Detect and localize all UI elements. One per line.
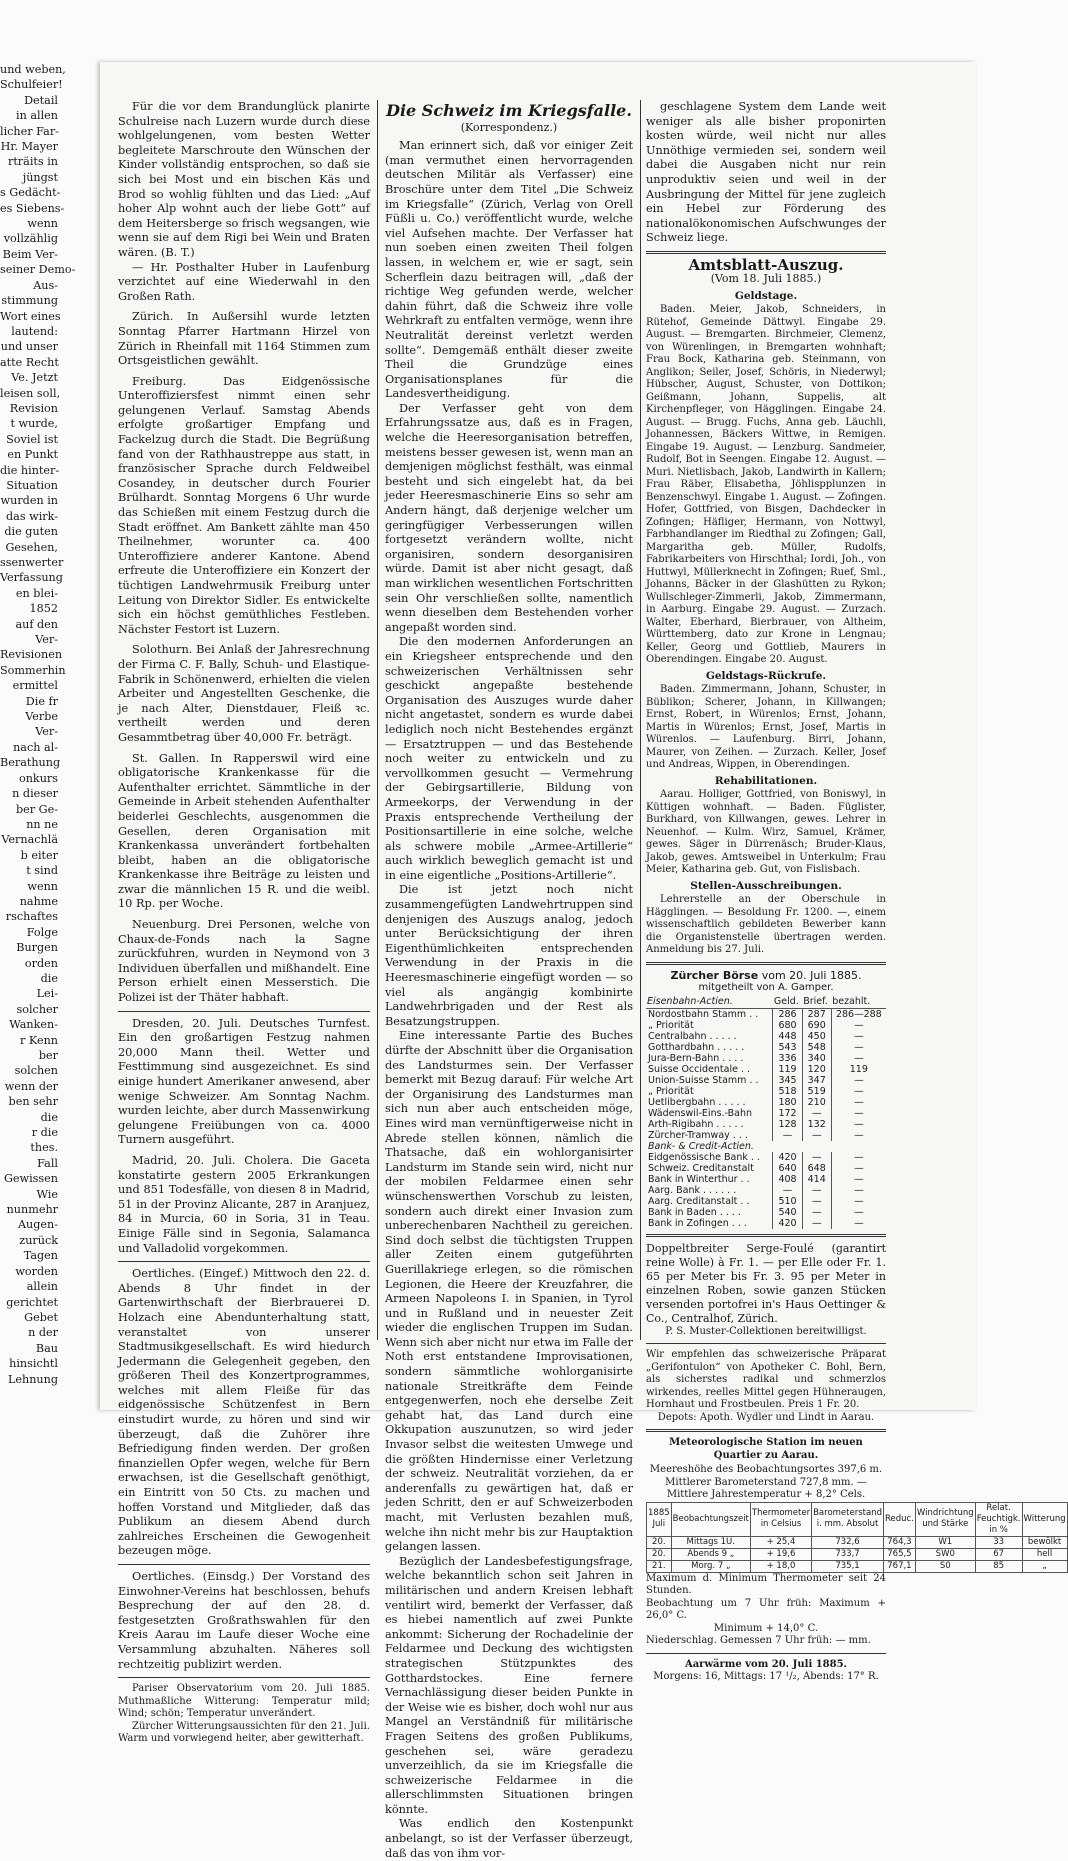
divider <box>118 1011 370 1012</box>
edge-text-line: thes. <box>30 1141 58 1155</box>
divider <box>118 1677 370 1678</box>
borse-by: mitgetheilt von A. Gamper. <box>698 982 834 994</box>
table-cell: — <box>802 1130 831 1141</box>
edge-text-line: Augen- <box>17 1218 58 1232</box>
table-cell: 420 <box>773 1218 802 1229</box>
left-page-edge <box>0 62 76 1410</box>
table-cell: — <box>831 1218 886 1229</box>
table-cell: 548 <box>802 1042 831 1053</box>
table-section-row <box>646 1141 886 1152</box>
edge-text-line: Vernachlä <box>1 833 58 847</box>
divider <box>646 1343 886 1344</box>
table-row <box>646 1196 886 1207</box>
article-paragraph: Bezüglich der Landesbefestigungsfrage, welche bekanntlich schon seit Jahren in militärischen und andern Kreisen lebhaft ventilirt wird, bemerkt der Verfasser, daß es hiebei namentlich auf zwei Punkte ankommt: Sicherung der Rochadelinie der Feldarmee und Deckung des wichtigsten strategischen Stützpunktes des Gotthardstockes. Eine fernere Vernachlässigung dieser beiden Punkte in der Weise wie es bisher, doch wohl nur aus Mangel an Verständniß für militärische Fragen Seitens des großen Publikums, geschehen sei, wäre geradezu unverzeihlich, da sie im Kriegsfalle die schweizerische Feldarmee in die allerschlimmsten Situationen bringen könnte. <box>385 1554 633 1816</box>
edge-text-line: Beim Ver- <box>2 247 58 261</box>
table-cell: — <box>831 1086 886 1097</box>
table-cell: 765,5 <box>883 1548 915 1560</box>
edge-text-line: ben sehr <box>8 1095 58 1109</box>
borse-column-header: Brief. <box>802 995 831 1009</box>
table-row <box>647 1536 1068 1548</box>
table-cell: 85 <box>975 1560 1022 1572</box>
table-cell: 286—288 <box>831 1008 886 1020</box>
table-cell: — <box>802 1196 831 1207</box>
table-cell: 286 <box>773 1008 802 1020</box>
table-cell: „ <box>1022 1560 1067 1572</box>
edge-text-line: die <box>40 1110 58 1124</box>
met-column-header: Beobachtungszeit <box>671 1502 750 1536</box>
edge-text-line: Revisionen <box>0 648 63 662</box>
article-madrid: Madrid, 20. Juli. Cholera. Die Gaceta konstatirte gestern 2005 Erkrankungen und 851 Todesfälle, von diesen 8 in Madrid, 51 in der Provinz Alicante, 287 in Aranjuez, 84 in Murcia, 60 in Soria, 31 in Teau. Einige Fälle sind in Segonia, Salamanca und Valladolid vorgekommen. <box>118 1153 370 1255</box>
table-cell: Aarg. Bank . . . . . . <box>648 1184 737 1196</box>
column-1 <box>118 100 370 1745</box>
article-paragraph: Eine interessante Partie des Buches dürfte der Abschnitt über die Organisation des Landsturmes sein. Der Verfasser bemerkt mit Bezug darauf: Für welche Art der Organisirung des Landsturmes man sich nun aber auch entscheiden möge, Eines wird man vernünftigerweise nicht in Abrede stellen können, nämlich die Thatsache, daß ein wohlorganisirter Landsturm im Stande sein wird, nicht nur der mobilen Feldarmee einen sehr wünschenswerthen Vorschub zu leisten, sondern auch direkt einer Invasion zum unberechenbaren Nachtheil zu gereichen. Sind doch selbst die tüchtigsten Truppen aller Zeiten einem gutgeführten Guerillakriege erlegen, so die römischen Legionen, die Heere der Kreuzfahrer, die Armeen Napoleons I. in Spanien, in Tyrol und in Rußland und in neuester Zeit wieder die englischen Truppen im Sudan. Wenn sich aber nicht nur etwa im Falle der Noth erst entstandene Improvisationen, sondern sämmtliche wohlorganisirte nationale Streitkräfte dem Feinde entgegenwerfen, noch ehe derselbe Zeit gehabt hat, das Land durch eine Okkupation auszunutzen, so wird jeder Invasor selbst die weitesten Umwege und die größten Hindernisse einer Verletzung der schweiz. Neutralität vorziehen, da er anderenfalls zu gewärtigen hat, daß er jeden Schritt, den er auf Schweizerboden macht, mit Verlusten bezahlen muß, welche ihn nicht mehr bis zur Hauptaktion gelangen lassen. <box>385 1029 633 1554</box>
edge-text-line: nahme <box>19 894 58 908</box>
table-row <box>647 1548 1068 1560</box>
table-cell: Aarg. Creditanstalt . . <box>648 1195 750 1207</box>
table-cell: 119 <box>773 1064 802 1075</box>
article-schulreise: Für die vor dem Brandunglück planirte Schulreise nach Luzern wurde durch diese wohlgelungenen, vom besten Wetter begleitete Marschroute den Wünschen der Kinder vollständig entsprochen, so daß sie sich bei Most und ein bischen Käs und Brod so wohlig fühlten und das Lied: „Auf hoher Alp wohnt auch der liebe Gott“ auf dem Heitersberge so frisch wegsangen, wie wenn sie auf dem Rigi bei Wein und Braten wären. (B. T.) <box>118 100 370 259</box>
edge-text-line: jüngst <box>22 170 58 184</box>
edge-text-line: Verbe <box>25 710 58 724</box>
article-title: Die Schweiz im Kriegsfalle. <box>386 101 632 120</box>
met-column-header: Relat. Feuchtigk. in % <box>976 1502 1021 1535</box>
table-cell: 518 <box>773 1086 802 1097</box>
ad-gerifontulon <box>646 1349 886 1424</box>
edge-text-line: solcher <box>16 1002 58 1016</box>
met-foot: Minimum + 14,0° C. <box>713 1622 819 1634</box>
table-cell: 180 <box>773 1097 802 1108</box>
table-cell: — <box>773 1185 802 1196</box>
edge-text-line: atte Recht <box>0 355 59 369</box>
table-cell: 345 <box>773 1075 802 1086</box>
table-cell: Eidgenössische Bank . . <box>648 1151 760 1163</box>
table-row <box>646 1174 886 1185</box>
met-column-header: Witterung <box>1022 1502 1067 1536</box>
article-continuation: geschlagene System dem Lande weit weniger als alle bisher proponirten kosten würde, weil nicht nur alles Unnöthige vermieden sei, sondern weil dabei die Ausgaben nicht nur rein unproduktiv seien und weil in der Ausbringung der Mittel für jene zugleich ein Hebel zur Förderung des nationalökonomischen Aufschwunges der Schweiz liege. <box>646 100 886 245</box>
table-cell: + 18,0 <box>750 1560 811 1572</box>
article-paragraph: Die ist jetzt noch nicht zusammengefügten Landwehrtruppen sind denjenigen des Auszugs analog, jedoch unter Berücksichtigung der ihren Eigenthümlichkeiten entsprechenden Verwendung in der Praxis in die Heeresmaschinerie eingefügt worden — so viel als angängig kombinirte Landwehrbrigaden und der Rest als Besatzungstruppen. <box>385 883 633 1028</box>
column-2 <box>385 100 633 1860</box>
divider <box>646 962 886 965</box>
table-cell: 287 <box>802 1008 831 1020</box>
article-zuerich: Zürich. In Außersihl wurde letzten Sonntag Pfarrer Hartmann Hirzel von Zürich in Rheinfall mit 1164 Stimmen zum Ortsgeistlichen gewählt. <box>118 310 370 368</box>
table-cell: 543 <box>773 1042 802 1053</box>
table-cell: Mittags 1U. <box>671 1536 750 1548</box>
table-cell: Bank in Winterthur . . <box>648 1173 750 1185</box>
section-heading: Rehabilitationen. <box>714 774 818 787</box>
table-cell: Gotthardbahn . . . . . <box>648 1041 745 1053</box>
table-cell: 420 <box>773 1152 802 1163</box>
edge-text-line: nn ne <box>26 817 58 831</box>
edge-text-line: Schulfeier! <box>0 78 63 92</box>
table-row <box>646 1097 886 1108</box>
table-row <box>646 1218 886 1229</box>
met-column-header: Reduc. <box>883 1502 915 1536</box>
edge-text-line: Detail <box>24 93 58 107</box>
table-cell: — <box>831 1174 886 1185</box>
edge-text-line: und unser <box>0 340 58 354</box>
table-row <box>646 1086 886 1097</box>
edge-text-line: r die <box>31 1126 58 1140</box>
article-oertliches-2: Oertliches. (Einsdg.) Der Vorstand des Einwohner-Vereins hat beschlossen, behufs Besprechung der auf den 28. d. festgesetzten Großrathswahlen für den Kreis Aarau im Laufe dieser Woche eine Versammlung abzuhalten. Näheres soll rechtzeitig publizirt werden. <box>118 1570 370 1671</box>
table-cell: Wädenswil-Eins.-Bahn <box>648 1107 753 1119</box>
edge-text-line: Soviel ist <box>6 432 58 446</box>
table-cell: Morg. 7 „ <box>671 1560 750 1572</box>
aar-title: Aarwärme vom 20. Juli 1885. <box>684 1658 848 1670</box>
table-cell: 414 <box>802 1174 831 1185</box>
edge-text-line: t sind <box>26 864 58 878</box>
rueckrufe-text: Baden. Zimmermann, Johann, Schuster, in Büblikon; Scherer, Johann, in Killwangen; Ernst, Robert, in Würenlos; Ernst, Johann, Martis in Würenlos; Ernst, Josef, Martis in Würenlos. — Laufenburg. Birri, Johann, Maurer, von Zeihen. — Zurzach. Keller, Josef und Andreas, Wippen, in Oberendingen. <box>646 684 886 771</box>
edge-text-line: allein <box>26 1280 58 1294</box>
borse-table <box>646 995 886 1229</box>
met-column-header: Barometerstand i. mm. Absolut <box>812 1502 884 1536</box>
table-row <box>646 1020 886 1031</box>
edge-text-line: die hinter- <box>0 463 60 477</box>
article-st-gallen: St. Gallen. In Rapperswil wird eine obligatorische Krankenkasse für die Aufenthalter errichtet. Sämmtliche in der Gemeinde in Arbeit stehenden Aufenthalter beiderlei Geschlechts, ausgenommen die Gesellen, deren Organisation mit Krankenkassa unverändert fortbehalten bleibt, haben an die obligatorische Krankenkasse ihre Beiträge zu leisten und zwar die männlichen 15 R. und die weibl. 10 Rp. per Woche. <box>118 751 370 911</box>
column-rule <box>377 100 378 1340</box>
met-line: Meereshöhe des Beobachtungsortes 397,6 m. <box>649 1464 883 1476</box>
ad-serge-foule <box>646 1242 886 1339</box>
article-paragraph: Die den modernen Anforderungen an ein Kriegsheer entsprechende und den schweizerischen Verhältnissen sehr geschickt angepaßte bestehende Organisation des Auszuges wurde daher nicht angetastet, sondern es wurde dabei lediglich noch nicht Bestehendes ergänzt — Ersatztruppen — und das Bestehende noch weiter zu entwickeln und zu vervollkommen gesucht — Vermehrung der Gebirgsartillerie, Bildung von Armeekorps, der Verwendung in der Praxis entsprechende Vertheilung der Positionsartillerie in eine solche, welche als schwere mobile „Armee-Artillerie“ auch wirklich beweglich gemacht ist und in eine eigentliche „Positions-Artillerie“. <box>385 635 633 882</box>
table-cell: Suisse Occidentale . . <box>648 1063 751 1075</box>
table-cell: 448 <box>773 1031 802 1042</box>
divider <box>646 1653 886 1654</box>
edge-text-line: s Gedächt- <box>0 186 61 200</box>
table-cell: 119 <box>831 1064 886 1075</box>
table-cell: — <box>802 1108 831 1119</box>
edge-text-line: nach al- <box>13 740 58 754</box>
edge-text-line: es Siebens- <box>0 201 65 215</box>
table-cell: — <box>831 1207 886 1218</box>
article-oertliches-1: Oertliches. (Eingef.) Mittwoch den 22. d. Abends 8 Uhr findet in der Gartenwirthschaft der Bierbrauerei D. Holzach eine Abendunterhaltung statt, veranstaltet von unserer Stadtmusikgesellschaft. Es wird hiedurch Jedermann die Gelegenheit gegeben, den größeren Theil des Konzertprogrammes, welches mit allem Fleiße für das eidgenössische Schützenfest in Bern einstudirt wurde, zu hören und sind wir überzeugt, daß die Zuhörer ihre Befriedigung finden werden. Der großen finanziellen Opfer wegen, welche für Bern erwachsen, ist die Gesellschaft genöthigt, ein Eintritt von 50 Cts. zu machen und hoffen Vorstand und Mitglieder, daß das Publikum an diesem Abend durch zahlreiches Erscheinen die Gewogenheit bezeugen möge. <box>118 1267 370 1558</box>
edge-text-line: onkurs <box>18 771 58 785</box>
met-table <box>646 1502 1068 1573</box>
amtsblatt-title: Amtsblatt-Auszug. <box>688 255 844 274</box>
table-cell: — <box>831 1053 886 1064</box>
table-row <box>646 1185 886 1196</box>
article-paragraph: Der Verfasser geht von dem Erfahrungssatze aus, daß es in Fragen, welche die Heeresorganisation betreffen, meistens besser gewesen ist, wenn man an demjenigen möglichst festhält, was einmal besteht und sich eingelebt hat, da bei jeder Heeresmaschinerie Eins so sehr am Andern hängt, daß derjenige welcher um geringfügiger Verbesserungen willen fortgesetzt verändern wollte, nicht organisiren, sondern desorganisiren würde. Damit ist aber nicht gesagt, daß man wirklichen wesentlichen Fortschritten sein Ohr verschließen sollte, namentlich wenn dieselben dem Bestehenden vorher angepaßt worden sind. <box>385 401 633 634</box>
edge-text-line: stimmung <box>1 294 58 308</box>
table-cell: — <box>802 1185 831 1196</box>
divider <box>646 1234 886 1237</box>
edge-text-line: Berathung <box>0 756 61 770</box>
met-line: Mittlerer Barometerstand 727,8 mm. —Mittlere Jahrestemperatur + 8,2° Cels. <box>665 1476 867 1501</box>
borse-title: Zürcher Börse <box>670 968 759 982</box>
table-cell: 21. <box>647 1560 672 1572</box>
table-cell: — <box>831 1119 886 1130</box>
table-row <box>646 1075 886 1086</box>
aar-line: Morgens: 16, Mittags: 17 ¹/₂, Abends: 17° R. <box>653 1671 879 1683</box>
table-cell: 690 <box>802 1020 831 1031</box>
table-cell: SW0 <box>915 1548 975 1560</box>
edge-text-line: nunmehr <box>6 1203 58 1217</box>
met-foot: Niederschlag. Gemessen 7 Uhr früh: — mm. <box>646 1635 871 1647</box>
edge-text-line: Wort eines <box>0 309 61 323</box>
edge-text-line: Gesehen, <box>5 540 58 554</box>
edge-text-line: auf den <box>15 617 58 631</box>
divider <box>118 1261 370 1262</box>
met-foot: Beobachtung um 7 Uhr früh: Maximum + 26,0° C. <box>646 1597 886 1622</box>
met-column-header: Thermometer in Celsius <box>750 1502 811 1536</box>
table-cell: Union-Suisse Stamm . . <box>648 1074 759 1086</box>
edge-text-line: rschaftes <box>5 910 58 924</box>
table-cell: — <box>831 1075 886 1086</box>
table-row <box>646 1053 886 1064</box>
table-cell: 732,6 <box>812 1536 884 1548</box>
edge-text-line: Revision <box>9 401 58 415</box>
edge-text-line: Bau <box>35 1341 58 1355</box>
weather-zuerich: Zürcher Witterungsaussichten für den 21. Juli. Warm und vorwiegend heiter, aber gewitterhaft. <box>118 1720 370 1745</box>
table-cell: — <box>802 1207 831 1218</box>
table-row <box>646 1119 886 1130</box>
article-freiburg: Freiburg. Das Eidgenössische Unteroffiziersfest nimmt einen sehr gelungenen Verlauf. Samstag Abends erfolgte großartiger Empfang und Fackelzug durch die Stadt. Die Begrüßung fand von der Rathhaustreppe aus statt, in französischer Sprache durch Feldweibel Cosandey, in deutscher durch Fourier Brülhardt. Sonntag Morgens 6 Uhr wurde das Schießen mit einem Festzug durch die Stadt eröffnet. Am Bankett zählte man 450 Theilnehmer, worunter ca. 400 Unteroffiziere anderer Kantone. Abend erfreute die Unteroffiziere ein Konzert der tüchtigen Landwehrmusik Freiburg unter Leitung von Direktor Sidler. Es entwickelte sich ein höchst gemüthliches Festleben. Nächster Festort ist Luzern. <box>118 374 370 636</box>
section-heading: Geldstags-Rückrufe. <box>705 669 827 682</box>
table-cell: Bank in Baden . . . . <box>648 1206 741 1218</box>
rehabilitationen-text: Aarau. Holliger, Gottfried, von Boniswyl, in Küttigen wohnhaft. — Baden. Füglister, Burkhard, von Killwangen, gewes. Lehrer in Neuenhof. — Kulm. Wirz, Samuel, Krämer, gewes. Säger in Dürrenäsch; Bruder-Klaus, Jakob, gewes. Amtsweibel in Unterkulm; Frau Meier, Katharina geb. Gut, von Fislisbach. <box>646 789 886 876</box>
edge-text-line: t wurde, <box>10 417 58 431</box>
section-heading: Stellen-Ausschreibungen. <box>690 879 842 892</box>
article-posthalter: — Hr. Posthalter Huber in Laufenburg verzichtet auf eine Wiederwahl in den Großen Rath. <box>118 260 370 303</box>
table-cell: — <box>831 1163 886 1174</box>
ad-depot: Depots: Apoth. Wydler und Lindt in Aarau. <box>657 1411 875 1423</box>
amtsblatt-date: (Vom 18. Juli 1885.) <box>710 272 822 286</box>
edge-text-line: ermittel <box>12 679 58 693</box>
edge-text-line: wurden in <box>0 494 58 508</box>
section-heading: Geldstage. <box>734 289 798 302</box>
table-cell: — <box>831 1042 886 1053</box>
edge-text-line: zurück <box>19 1233 58 1247</box>
ad-ps: P. S. Muster-Collektionen bereitwilligst. <box>665 1325 867 1337</box>
column-3 <box>646 100 1066 1683</box>
divider <box>118 1564 370 1565</box>
borse-column-header: Eisenbahn-Actien. <box>646 995 773 1009</box>
table-row <box>646 1108 886 1119</box>
divider <box>646 1429 886 1432</box>
column-rule <box>640 100 641 1340</box>
edge-text-line: hinsichtl <box>9 1357 58 1371</box>
edge-text-line: orden <box>24 956 58 970</box>
borse-column-header: Geld. <box>773 995 802 1009</box>
table-row <box>646 1163 886 1174</box>
table-cell: 648 <box>802 1163 831 1174</box>
edge-text-line: das wirk- <box>6 509 58 523</box>
table-cell: 767,1 <box>883 1560 915 1572</box>
table-row <box>646 1152 886 1163</box>
table-row <box>647 1560 1068 1572</box>
table-cell: — <box>831 1196 886 1207</box>
table-cell: Schweiz. Creditanstalt <box>648 1162 754 1174</box>
edge-text-line: lautend: <box>11 324 58 338</box>
edge-text-line: en blei- <box>15 586 58 600</box>
edge-text-line: 1852 <box>29 602 58 616</box>
table-cell: hell <box>1022 1548 1067 1560</box>
table-cell: Jura-Bern-Bahn . . . . <box>648 1052 744 1064</box>
table-cell: „ Priorität <box>648 1085 694 1097</box>
weather-paris: Pariser Observatorium vom 20. Juli 1885. Muthmaßliche Witterung: Temperatur mild; Wind; schön; Temperatur unverändert. <box>118 1683 370 1720</box>
edge-text-line: Die fr <box>25 694 58 708</box>
edge-text-line: Lehnung <box>7 1372 58 1386</box>
table-cell: 733,7 <box>812 1548 884 1560</box>
edge-text-line: b eiter <box>20 848 58 862</box>
table-cell: — <box>831 1185 886 1196</box>
article-dresden: Dresden, 20. Juli. Deutsches Turnfest. Ein den großartigen Festzug nahmen 20,000 Mann theil. Wetter und Festtimmung sind ausgezeichnet. Es sind einige hundert Amerikaner anwesend, aber wenige Schweizer. Am Sonntag Nachm. wurden leichte, aber durch Massenwirkung gelungene Freiübungen von ca. 4000 Turnern ausgeführt. <box>118 1016 370 1147</box>
table-cell: 20. <box>647 1536 672 1548</box>
met-foot: Maximum d. Minimum Thermometer seit 24 Stunden. <box>646 1572 886 1597</box>
table-cell: 347 <box>802 1075 831 1086</box>
edge-text-line: gerichtet <box>6 1295 58 1309</box>
table-cell: — <box>831 1108 886 1119</box>
table-cell: „ Priorität <box>648 1019 694 1031</box>
edge-text-line: en Punkt <box>7 448 58 462</box>
table-row <box>646 1064 886 1075</box>
met-column-header: 1885 Juli <box>647 1502 672 1536</box>
table-cell: 764,3 <box>883 1536 915 1548</box>
edge-text-line: ber <box>38 1049 58 1062</box>
table-cell: 132 <box>802 1119 831 1130</box>
edge-text-line: r Kenn <box>20 1033 58 1047</box>
edge-text-line: Ver- <box>35 725 58 739</box>
article-solothurn: Solothurn. Bei Anlaß der Jahresrechnung der Firma C. F. Bally, Schuh- und Elastique-Fabrik in Schönenwerd, erhielten die vielen Arbeiter und Angestellten Geschenke, die je nach Alter, Dienstdauer, Fleiß ꝛc. vertheilt werden und deren Gesammtbetrag über 40,000 Fr. beträgt. <box>118 643 370 744</box>
table-cell: 540 <box>773 1207 802 1218</box>
table-cell: 33 <box>975 1536 1022 1548</box>
table-cell: 172 <box>773 1108 802 1119</box>
table-row <box>646 1008 886 1020</box>
edge-text-line: wenn <box>27 217 58 231</box>
ad-text: Doppeltbreiter Serge-Foulé (garantirt reine Wolle) à Fr. 1. — per Elle oder Fr. 1. 65 per Meter bis Fr. 3. 95 per Meter in einzelnen Roben, sowie ganzen Stücken versenden portofrei in's Haus Oettinger & Co., Centralhof, Zürich. <box>646 1241 886 1325</box>
table-cell: Nordostbahn Stamm . . <box>648 1008 759 1020</box>
edge-text-line: Tagen <box>23 1249 58 1263</box>
table-row <box>646 1207 886 1218</box>
divider <box>646 251 886 254</box>
table-cell: — <box>831 1097 886 1108</box>
borse-column-header: bezahlt. <box>831 995 886 1009</box>
edge-text-line: Verfassung <box>0 571 63 585</box>
edge-text-line: Ver- <box>35 633 58 647</box>
table-cell: Centralbahn . . . . . <box>648 1030 737 1042</box>
borse-date: vom 20. Juli 1885. <box>761 968 862 982</box>
borse-heading <box>646 970 886 983</box>
table-cell: Arth-Rigibahn . . . . . <box>648 1118 744 1130</box>
ad-text: Wir empfehlen das schweizerische Präparat „Gerifontulon“ von Apotheker C. Bohl, Bern, als sicherstes radikal und schmerzlos wirkendes, reelles Mittel gegen Hühneraugen, Hornhaut und Frostbeulen. Preis 1 Fr. 20. <box>646 1349 886 1411</box>
edge-text-line: Situation <box>6 478 58 492</box>
article-paragraph: Man erinnert sich, daß vor einiger Zeit (man vermuthet einen hervorragenden deutschen Militär als Verfasser) eine Broschüre unter dem Titel „Die Schweiz im Kriegsfalle“ (Zürich, Verlag von Orell Füßli u. Co.) veröffentlicht wurde, welche viel Aufsehen machte. Der Verfasser hat nun soeben einen zweiten Theil folgen lassen, in welchem er, wie er sagt, sein Scherflein dazu beitragen will, „daß der richtige Weg gefunden werde, welcher dahin führt, daß die Schweiz ihre volle Wehrkraft zu entfalten vermöge, wenn ihre Neutralität dereinst verletzt werden sollte“. Demgemäß enthält dieser zweite Theil die Grundzüge eines Organisationsplanes für die Landesvertheidigung. <box>385 139 633 401</box>
edge-text-line: Hr. Mayer <box>0 140 58 154</box>
table-cell: 680 <box>773 1020 802 1031</box>
edge-text-line: licher Far- <box>0 124 59 138</box>
met-column-header: Windrichtung und Stärke <box>915 1502 975 1536</box>
table-cell: + 25,4 <box>750 1536 811 1548</box>
edge-text-line: leisen soll, <box>0 386 61 400</box>
table-cell: Bank in Zofingen . . . <box>648 1217 747 1229</box>
table-cell: 336 <box>773 1053 802 1064</box>
table-row <box>646 1130 886 1141</box>
edge-text-line: die <box>40 971 58 985</box>
bank-section-heading: Bank- & Credit-Actien. <box>648 1140 754 1152</box>
table-cell: — <box>773 1130 802 1141</box>
edge-text-line: Ve. Jetzt <box>11 371 58 385</box>
edge-text-line: und weben, <box>0 63 66 76</box>
edge-text-line: seiner Demo- <box>0 263 76 277</box>
table-cell: 340 <box>802 1053 831 1064</box>
table-cell: 510 <box>773 1196 802 1207</box>
table-cell: bewölkt <box>1022 1536 1067 1548</box>
table-row <box>646 1042 886 1053</box>
table-cell: W1 <box>915 1536 975 1548</box>
article-subtitle: (Korrespondenz.) <box>460 120 558 134</box>
edge-text-line: Sommerhin <box>0 663 66 677</box>
edge-text-line: Gebet <box>24 1310 58 1324</box>
edge-text-line: Burgen <box>16 941 58 955</box>
table-cell: — <box>802 1152 831 1163</box>
geldstage-text: Baden. Meier, Jakob, Schneiders, in Rütehof, Gemeinde Dättwyl. Eingabe 29. August. — Bremgarten. Birchmeier, Clemenz, von Würenlingen, in Bremgarten wohnhaft; Frau Bock, Katharina geb. Steinmann, von Anglikon; Seiler, Josef, Schöris, in Niederwyl; Hübscher, August, Schuster, von Dottikon; Geißmann, Johann, Suppelis, alt Kirchenpfleger, von Hägglingen. Eingabe 24. August. — Brugg. Fuchs, Anna geb. Läuchli, Johannessen, Bäckers Wittwe, in Remigen. Eingabe 19. August. — Lenzburg. Sandmeier, Rudolf, Bot in Seengen. Eingabe 12. August. — Muri. Nietlisbach, Jakob, Landwirth in Kallern; Frau Räber, Elisabetha, Jöhlispplunzen in Benzenschwyl. Eingabe 1. August. — Zofingen. Hofer, Gottfried, von Bisgen, Dachdecker in Zofingen; Häfliger, Hermann, von Nottwyl, Farbhandlanger im Riedthal zu Zofingen; Gall, Margaritha geb. Müller, Rudolfs, Fabrikarbeiters von Hirschthal; Iordi, Joh., von Huttwyl, Müllerknecht in Zofingen; Ruef, Sml., Johanns, Bäcker in der Glashütten zu Rykon; Wullschleger-Zimmerli, Jakob, Zimmermann, in Aarburg. Eingabe 29. August. — Zurzach. Walter, Eberhard, Bierbrauer, von Altheim, Württemberg, dato zur Krone in Lengnau; Keller, Georg und Gottlieb, Maurers in Oberendingen. Eingabe 20. August. <box>646 304 886 666</box>
edge-text-line: Fall <box>37 1156 58 1170</box>
table-cell: 640 <box>773 1163 802 1174</box>
edge-text-line: n der <box>28 1326 58 1340</box>
table-cell: 128 <box>773 1119 802 1130</box>
edge-text-line: ssenwerter <box>0 556 64 569</box>
table-cell: — <box>831 1031 886 1042</box>
table-cell: 735,1 <box>812 1560 884 1572</box>
edge-text-line: wenn <box>27 879 58 893</box>
table-cell: — <box>831 1020 886 1031</box>
edge-text-line: Gewissen <box>3 1172 58 1186</box>
edge-text-line: solchen <box>14 1064 58 1078</box>
table-cell: — <box>831 1130 886 1141</box>
table-cell: 210 <box>802 1097 831 1108</box>
edge-text-line: rträits in <box>7 155 58 169</box>
edge-text-line: n dieser <box>12 787 58 801</box>
edge-text-line: Wie <box>36 1187 58 1201</box>
table-cell: S0 <box>915 1560 975 1572</box>
table-cell: 519 <box>802 1086 831 1097</box>
edge-text-line: vollzählig <box>3 232 58 246</box>
table-cell: 450 <box>802 1031 831 1042</box>
table-cell: Abends 9 „ <box>671 1548 750 1560</box>
met-title: Meteorologische Station im neuen Quartier zu Aarau. <box>669 1437 863 1461</box>
article-paragraph: Was endlich den Kostenpunkt anbelangt, so ist der Verfasser überzeugt, daß das von ihm vor- <box>385 1817 633 1860</box>
edge-text-line: worden <box>15 1264 58 1278</box>
table-cell: Zürcher-Tramway . . . <box>648 1129 748 1141</box>
table-cell: 67 <box>975 1548 1022 1560</box>
table-cell: 408 <box>773 1174 802 1185</box>
table-cell: — <box>831 1152 886 1163</box>
table-cell: 120 <box>802 1064 831 1075</box>
article-neuenburg: Neuenburg. Drei Personen, welche von Chaux-de-Fonds nach la Sagne zurückfuhren, wurden in Neymond von 3 Individuen überfallen und mißhandelt. Eine Person erhielt einen Messerstich. Die Polizei ist der Thäter habhaft. <box>118 918 370 1005</box>
table-row <box>646 1031 886 1042</box>
edge-text-line: Wanken- <box>9 1018 58 1032</box>
edge-text-line: Folge <box>26 925 58 939</box>
edge-text-line: Aus- <box>33 278 58 292</box>
table-cell: + 19,6 <box>750 1548 811 1560</box>
edge-text-line: die guten <box>4 525 58 539</box>
edge-text-line: ber Ge- <box>15 802 58 816</box>
edge-text-line: Lei- <box>36 987 58 1001</box>
edge-text-line: in allen <box>16 109 58 123</box>
edge-text-line: wenn der <box>4 1079 58 1093</box>
table-cell: — <box>802 1218 831 1229</box>
stellen-text: Lehrerstelle an der Oberschule in Hägglingen. — Besoldung Fr. 1200. —, einem wissenschaftlich gebildeten Bewerber kann die Organistenstelle übertragen werden. Anmeldung bis 27. Juli. <box>646 894 886 956</box>
table-cell: 20. <box>647 1548 672 1560</box>
table-cell: Uetlibergbahn . . . . . <box>648 1096 746 1108</box>
